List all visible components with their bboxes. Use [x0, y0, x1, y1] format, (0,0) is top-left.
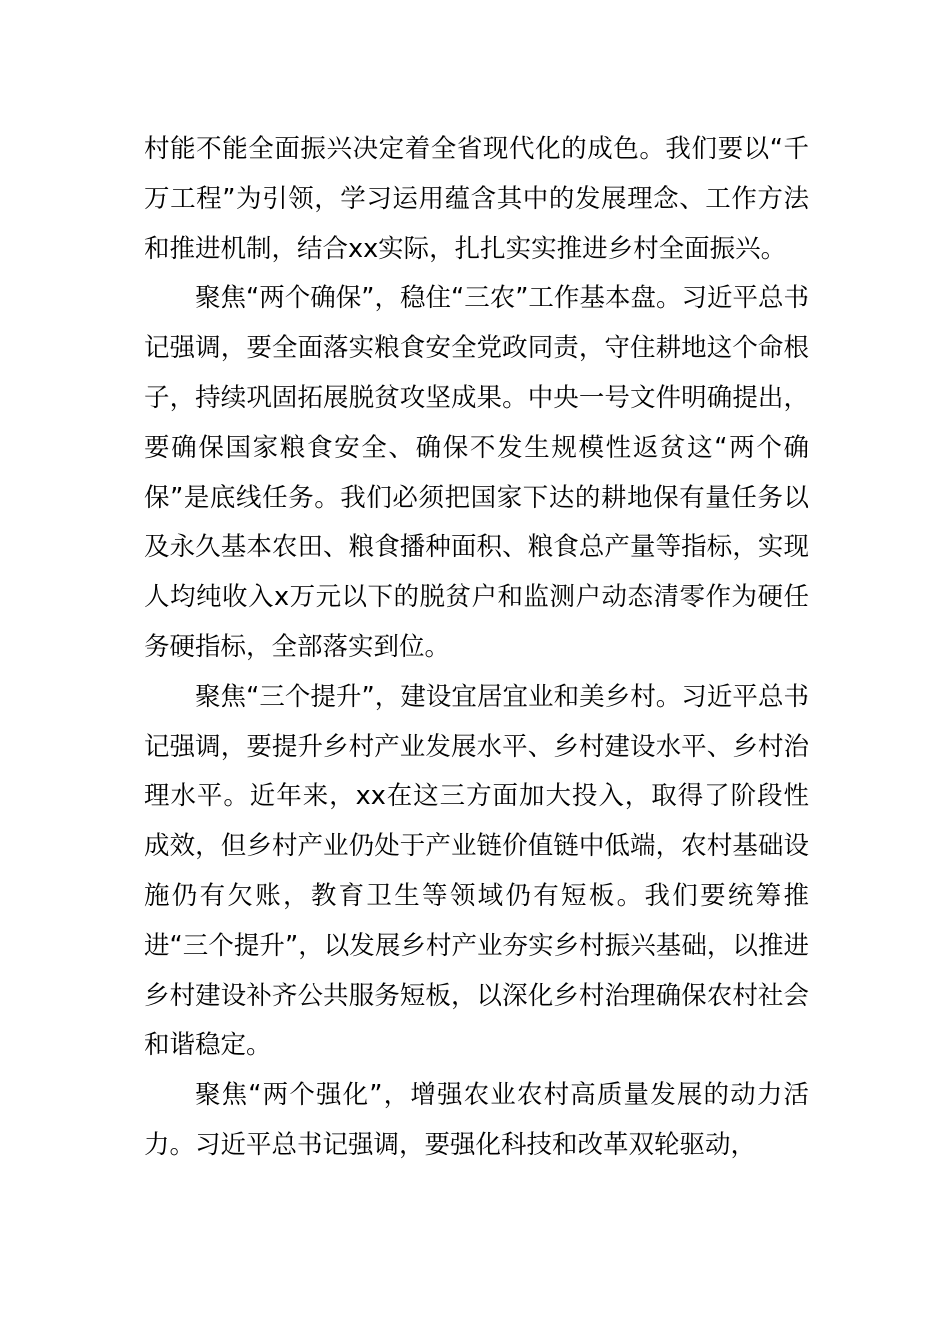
paragraph-two-strengthenings: 聚焦“两个强化”，增强农业农村高质量发展的动力活力。习近平总书记强调，要强化科技和改革双轮驱动，: [144, 1080, 809, 1160]
paragraph-two-ensures: 聚焦“两个确保”，稳住“三农”工作基本盘。习近平总书记强调，要全面落实粮食安全党政同责，守住耕地这个命根子，持续巩固拓展脱贫攻坚成果。中央一号文件明确提出，要确保国家粮食安全、确保不发生规模性返贫这“两个确保”是底线任务。我们必须把国家下达的耕地保有量任务以及永久基本农田、粮食播种面积、粮食总产量等指标，实现人均纯收入x万元以下的脱贫户和监测户动态清零作为硬任务硬指标，全部落实到位。: [144, 283, 809, 662]
document-body: [144, 125, 809, 1171]
paragraph-three-improvements: 聚焦“三个提升”，建设宜居宜业和美乡村。习近平总书记强调，要提升乡村产业发展水平、乡村建设水平、乡村治理水平。近年来，xx在这三方面加大投入，取得了阶段性成效，但乡村产业仍处于产业链价值链中低端，农村基础设施仍有欠账，教育卫生等领域仍有短板。我们要统筹推进“三个提升”，以发展乡村产业夯实乡村振兴基础，以推进乡村建设补齐公共服务短板，以深化乡村治理确保农村社会和谐稳定。: [144, 681, 809, 1061]
paragraph-continuation: 村能不能全面振兴决定着全省现代化的成色。我们要以“千万工程”为引领，学习运用蕴含其中的发展理念、工作方法和推进机制，结合xx实际，扎扎实实推进乡村全面振兴。: [144, 134, 809, 264]
